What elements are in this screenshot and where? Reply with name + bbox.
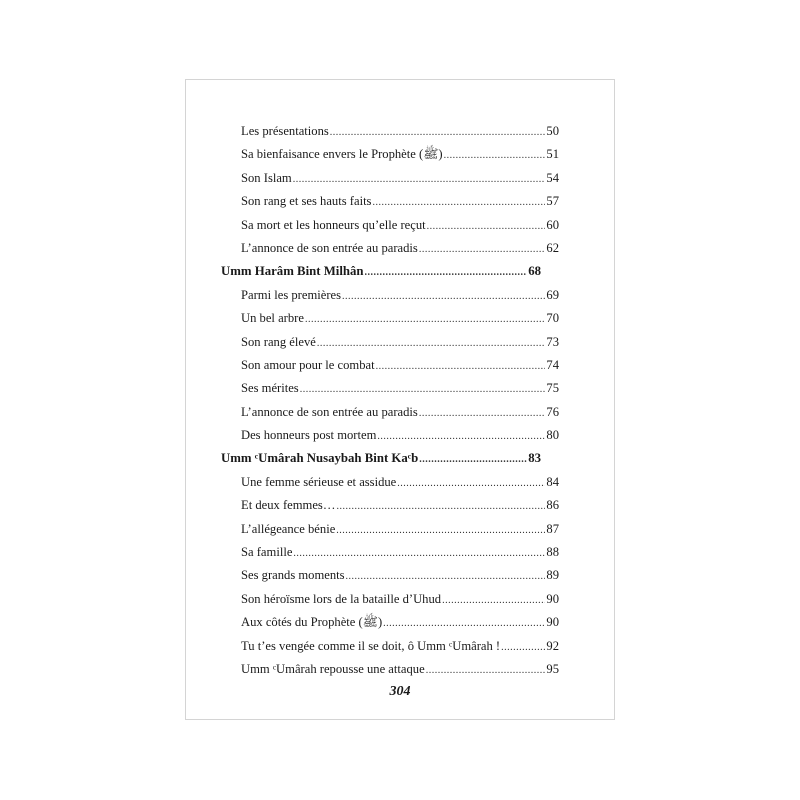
toc-entry-title: Sa bienfaisance envers le Prophète (ﷺ) xyxy=(241,147,443,162)
dot-leader xyxy=(427,221,546,232)
toc-entry-page: 76 xyxy=(546,404,559,419)
toc-entry-title: Son rang élevé xyxy=(241,334,316,349)
toc-entry-page: 84 xyxy=(546,474,559,489)
toc-entry xyxy=(241,358,559,381)
toc-entry xyxy=(241,288,559,311)
toc-entry xyxy=(241,335,559,358)
dot-leader xyxy=(336,525,545,536)
toc-entry xyxy=(241,498,559,521)
dot-leader xyxy=(376,361,546,372)
toc-entry-page: 62 xyxy=(546,240,559,255)
dot-leader xyxy=(377,431,545,442)
toc-entry-title: Son rang et ses hauts faits xyxy=(241,194,372,209)
toc-entry xyxy=(241,639,559,662)
toc-entry-title: L’allégeance bénie xyxy=(241,521,336,536)
toc-entry-page: 90 xyxy=(546,615,559,630)
dot-leader xyxy=(293,174,546,185)
toc-entry-page: 60 xyxy=(546,217,559,232)
dot-leader xyxy=(426,665,546,676)
toc-entry-page: 50 xyxy=(546,124,559,138)
toc-entry-page: 57 xyxy=(546,194,559,209)
dot-leader xyxy=(330,127,546,138)
toc-entry xyxy=(241,124,559,147)
toc-entry-title: Une femme sérieuse et assidue xyxy=(241,474,397,489)
toc-entry-page: 73 xyxy=(546,334,559,349)
toc-entry-title: L’annonce de son entrée au paradis xyxy=(241,404,418,419)
toc-entry-page: 75 xyxy=(546,381,559,396)
toc-entry xyxy=(241,662,559,685)
toc-entry xyxy=(241,522,559,545)
toc-entry-title: Sa mort et les honneurs qu’elle reçut xyxy=(241,217,426,232)
dot-leader xyxy=(342,291,545,302)
toc-entry xyxy=(241,592,559,615)
toc-entry-page: 69 xyxy=(546,287,559,302)
toc-entry xyxy=(241,545,559,568)
dot-leader xyxy=(300,384,546,395)
toc-entry-page: 74 xyxy=(546,357,559,372)
dot-leader xyxy=(372,197,545,208)
toc-entry-title: Umm Harâm Bint Milhân xyxy=(221,264,364,279)
toc-entry-page: 87 xyxy=(546,521,559,536)
toc-section-heading xyxy=(221,264,541,287)
dot-leader xyxy=(397,478,545,489)
toc-entry xyxy=(241,405,559,428)
toc-entry-page: 80 xyxy=(546,428,559,443)
toc-entry xyxy=(241,194,559,217)
dot-leader xyxy=(444,150,546,161)
toc-entry xyxy=(241,311,559,334)
toc-entry-title: Son amour pour le combat xyxy=(241,357,375,372)
toc-entry-title: Umm ᶜUmârah Nusaybah Bint Kaᶜb xyxy=(221,451,419,466)
dot-leader xyxy=(501,642,545,653)
dot-leader xyxy=(346,571,546,582)
toc-entry-page: 70 xyxy=(546,311,559,326)
dot-leader xyxy=(419,244,546,255)
dot-leader xyxy=(442,595,545,606)
toc-entry-title: Tu t’es vengée comme il se doit, ô Umm ᶜUmârah ! xyxy=(241,638,501,653)
toc-entry xyxy=(241,475,559,498)
toc-entry-title: Aux côtés du Prophète (ﷺ) xyxy=(241,615,383,630)
dot-leader xyxy=(305,314,545,325)
dot-leader xyxy=(383,618,545,629)
toc-entry-page: 90 xyxy=(546,591,559,606)
toc-entry xyxy=(241,381,559,404)
toc-entry-page: 68 xyxy=(528,264,541,279)
book-page xyxy=(185,79,615,720)
toc-entry xyxy=(241,568,559,591)
toc-entry xyxy=(241,218,559,241)
toc-entry-title: Parmi les premières xyxy=(241,287,342,302)
toc-entry-page: 88 xyxy=(546,545,559,560)
toc-entry-title: Les présentations xyxy=(241,124,329,138)
page-number: 304 xyxy=(389,684,411,699)
toc-entry xyxy=(241,147,559,170)
toc-entry-title: Sa famille xyxy=(241,545,293,560)
table-of-contents xyxy=(221,124,559,685)
toc-entry-page: 86 xyxy=(546,498,559,513)
toc-entry-page: 83 xyxy=(528,451,541,466)
toc-entry xyxy=(241,171,559,194)
dot-leader xyxy=(336,501,545,512)
toc-entry-title: Ses mérites xyxy=(241,381,299,396)
dot-leader xyxy=(419,408,546,419)
toc-entry-title: L’annonce de son entrée au paradis xyxy=(241,240,418,255)
toc-entry-title: Des honneurs post mortem xyxy=(241,428,377,443)
toc-entry-page: 51 xyxy=(546,147,559,162)
toc-entry-title: Son héroïsme lors de la bataille d’Uhud xyxy=(241,591,442,606)
toc-entry-title: Ses grands moments xyxy=(241,568,345,583)
toc-entry-title: Et deux femmes… xyxy=(241,498,336,513)
toc-entry-page: 89 xyxy=(546,568,559,583)
toc-entry-page: 54 xyxy=(546,170,559,185)
toc-section-heading xyxy=(221,451,541,474)
dot-leader xyxy=(365,267,528,278)
toc-entry xyxy=(241,241,559,264)
toc-entry xyxy=(241,615,559,638)
toc-entry-page: 92 xyxy=(546,638,559,653)
toc-entry-title: Son Islam xyxy=(241,170,292,185)
dot-leader xyxy=(419,454,527,465)
toc-entry-title: Umm ᶜUmârah repousse une attaque xyxy=(241,661,425,676)
toc-entry-page: 95 xyxy=(546,661,559,676)
dot-leader xyxy=(293,548,545,559)
toc-entry-title: Un bel arbre xyxy=(241,311,304,326)
toc-entry xyxy=(241,428,559,451)
dot-leader xyxy=(317,338,546,349)
